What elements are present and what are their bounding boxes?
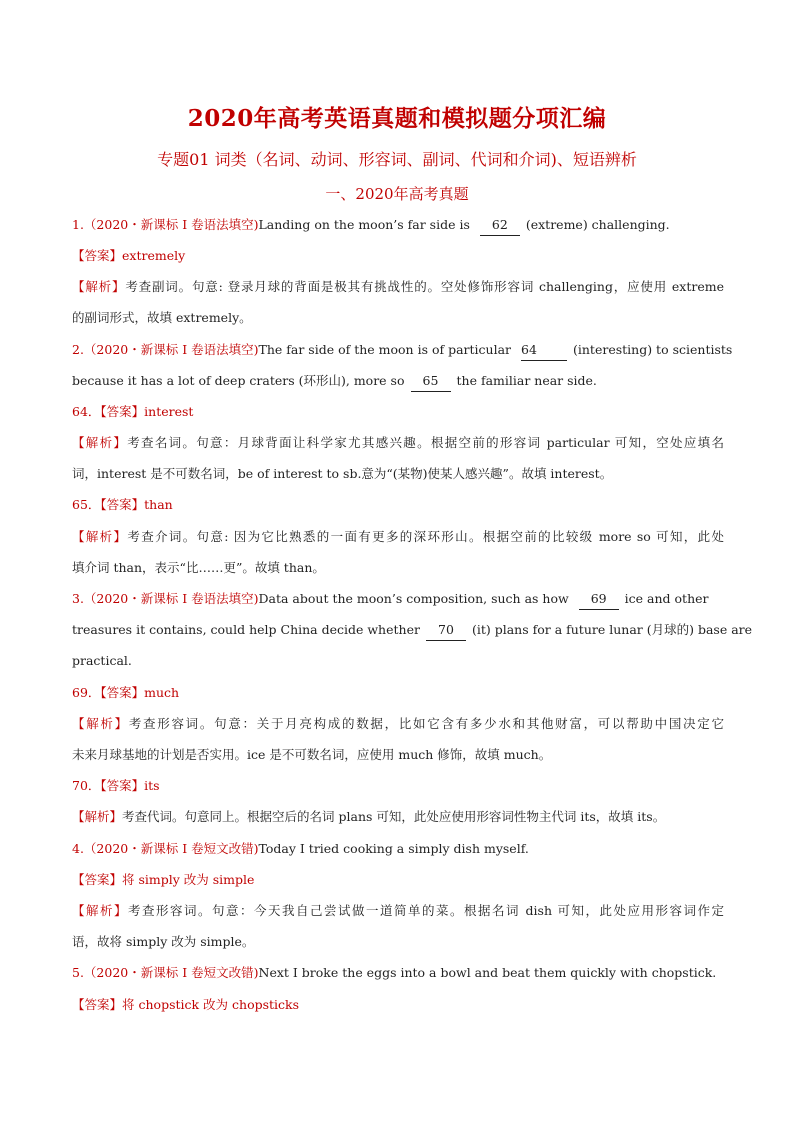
answer-5: 【答案】将 chopstick 改为 chopsticks — [72, 997, 300, 1012]
analysis-65-cont: 填介词 than，表示“比……更”。故填 than。 — [72, 560, 325, 575]
question-1: 1.（2020・新课标 I 卷语法填空)Landing on the moon’s far side is 62 (extreme) challenging. — [72, 215, 724, 236]
answer-65: 65．【答案】than — [72, 497, 173, 512]
blank-64: 64 — [521, 340, 567, 361]
question-3: 3.（2020・新课标 I 卷语法填空)Data about the moon’s composition, such as how 69 ice and other — [72, 589, 724, 610]
analysis-4-cont: 语，故将 simply 改为 simple。 — [72, 934, 255, 949]
question-2: 2.（2020・新课标 I 卷语法填空)The far side of the moon is of particular 64 (interesting) to scientists — [72, 340, 724, 361]
answer-4: 【答案】将 simply 改为 simple — [72, 872, 255, 887]
answer-70: 70．【答案】its — [72, 778, 160, 793]
analysis-65: 【解析】考查介词。句意: 因为它比熟悉的一面有更多的深环形山。根据空前的比较级 more so 可知，此处 — [72, 529, 724, 544]
analysis-64-cont: 词，interest 是不可数名词，be of interest to sb.意为“(某物)使某人感兴趣”。故填 interest。 — [72, 466, 613, 481]
question-5: 5.（2020・新课标 I 卷短文改错)Next I broke the eggs into a bowl and beat them quickly with chopstick. — [72, 965, 717, 980]
analysis-64: 【解析】考查名词。句意：月球背面让科学家尤其感兴趣。根据空前的形容词 particular 可知，空处应填名 — [72, 435, 724, 450]
answer-1: 【答案】extremely — [72, 248, 186, 263]
analysis-4: 【解析】考查形容词。句意：今天我自己尝试做一道简单的菜。根据名词 dish 可知，此处应用形容词作定 — [72, 903, 724, 918]
section-heading: 一、2020年高考真题 — [325, 185, 469, 203]
question-3-end: practical. — [72, 653, 132, 668]
answer-69: 69．【答案】much — [72, 685, 180, 700]
blank-62: 62 — [480, 215, 520, 236]
question-4: 4.（2020・新课标 I 卷短文改错)Today I tried cooking a simply dish myself. — [72, 841, 529, 856]
analysis-1: 【解析】考查副词。句意: 登录月球的背面是极其有挑战性的。空处修饰形容词 challenging，应使用 extreme — [72, 279, 724, 294]
document-subtitle: 专题01 词类（名词、动词、形容词、副词、代词和介词)、短语辨析 — [157, 150, 637, 169]
analysis-70: 【解析】考查代词。句意同上。根据空后的名词 plans 可知，此处应使用形容词性物主代词 its，故填 its。 — [72, 809, 666, 824]
analysis-1-cont: 的副词形式，故填 extremely。 — [72, 310, 252, 325]
analysis-69: 【解析】考查形容词。句意：关于月亮构成的数据，比如它含有多少水和其他财富，可以帮助中国决定它 — [72, 716, 724, 731]
question-2-cont: because it has a lot of deep craters (环形山), more so 65 the familiar near side. — [72, 371, 724, 392]
blank-65: 65 — [411, 371, 451, 392]
question-3-cont: treasures it contains, could help China decide whether 70 (it) plans for a future lunar (月球的) base are — [72, 620, 724, 641]
blank-70: 70 — [426, 620, 466, 641]
analysis-69-cont: 未来月球基地的计划是否实用。ice 是不可数名词，应使用 much 修饰，故填 much。 — [72, 747, 552, 762]
document-title: 2020年高考英语真题和模拟题分项汇编 — [187, 105, 607, 132]
answer-64: 64．【答案】interest — [72, 404, 194, 419]
blank-69: 69 — [579, 589, 619, 610]
